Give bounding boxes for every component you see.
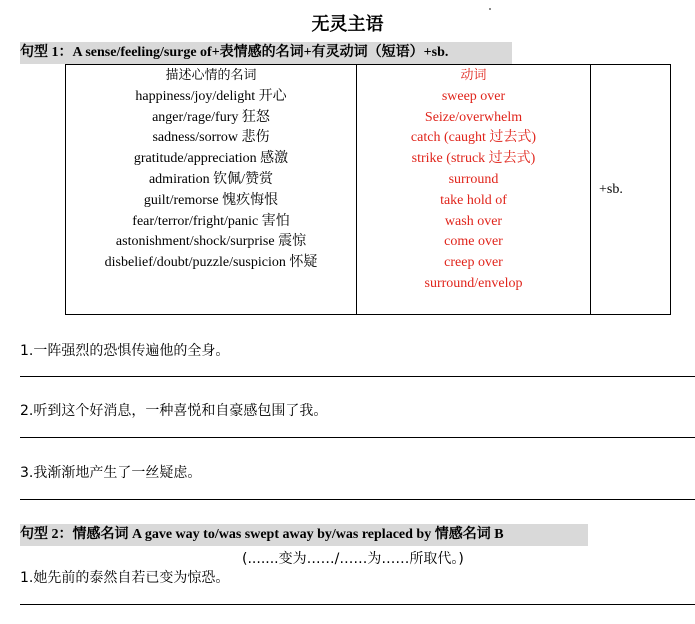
exercise-1-2: 2.听到这个好消息，一种喜悦和自豪感包围了我。 xyxy=(20,403,328,419)
exercise-1-3: 3.我渐渐地产生了一丝疑虑。 xyxy=(20,465,202,481)
verb-row: wash over xyxy=(444,213,503,229)
emotion-noun-row: astonishment/shock/surprise 震惊 xyxy=(115,234,307,250)
pattern-2-hint: (.......变为……/……为……所取代。) xyxy=(242,551,464,567)
verb-row: come over xyxy=(444,234,503,250)
emotion-noun-row: sadness/sorrow 悲伤 xyxy=(152,130,270,146)
verb-row: take hold of xyxy=(440,192,507,208)
nouns-header: 描述心情的名词 xyxy=(165,68,257,83)
emotion-noun-row: fear/terror/fright/panic 害怕 xyxy=(132,213,290,229)
verb-row: sweep over xyxy=(441,88,506,104)
answer-line[interactable] xyxy=(20,437,695,438)
emotion-nouns-column xyxy=(66,65,357,315)
emotion-noun-row: admiration 钦佩/赞赏 xyxy=(148,171,274,187)
answer-line[interactable] xyxy=(20,604,695,605)
emotion-noun-row: anger/rage/fury 狂怒 xyxy=(152,109,270,125)
answer-line[interactable] xyxy=(20,499,695,500)
object-column xyxy=(591,65,671,315)
emotion-noun-row: disbelief/doubt/puzzle/suspicion 怀疑 xyxy=(104,255,318,271)
exercise-1-1: 1.一阵强烈的恐惧传遍他的全身。 xyxy=(20,343,230,359)
verb-row: creep over xyxy=(444,255,503,271)
pattern-2-heading: 句型 2：情感名词 A gave way to/was swept away by/was replaced by 情感名词 B xyxy=(20,524,588,546)
object-text: +sb. xyxy=(599,181,623,197)
exercise-2-1: 1.她先前的泰然自若已变为惊恐。 xyxy=(20,570,230,586)
verb-row: catch (caught 过去式) xyxy=(410,130,537,146)
emotion-noun-row: guilt/remorse 愧疚悔恨 xyxy=(143,192,279,208)
answer-line[interactable] xyxy=(20,376,695,377)
emotion-noun-row: gratitude/appreciation 感激 xyxy=(133,151,289,167)
pattern-1-heading: 句型 1：A sense/feeling/surge of+表情感的名词+有灵动词（短语）+sb. xyxy=(20,42,512,64)
verb-row: surround xyxy=(448,171,499,187)
verbs-column xyxy=(357,65,591,315)
verb-row: surround/envelop xyxy=(424,275,523,291)
page-title: 无灵主语 xyxy=(311,14,384,35)
vocabulary-table xyxy=(65,64,671,315)
verb-row: Seize/overwhelm xyxy=(424,109,523,125)
verb-row: strike (struck 过去式) xyxy=(411,151,536,167)
emotion-noun-row: happiness/joy/delight 开心 xyxy=(135,88,287,104)
verbs-header: 动词 xyxy=(460,68,487,83)
